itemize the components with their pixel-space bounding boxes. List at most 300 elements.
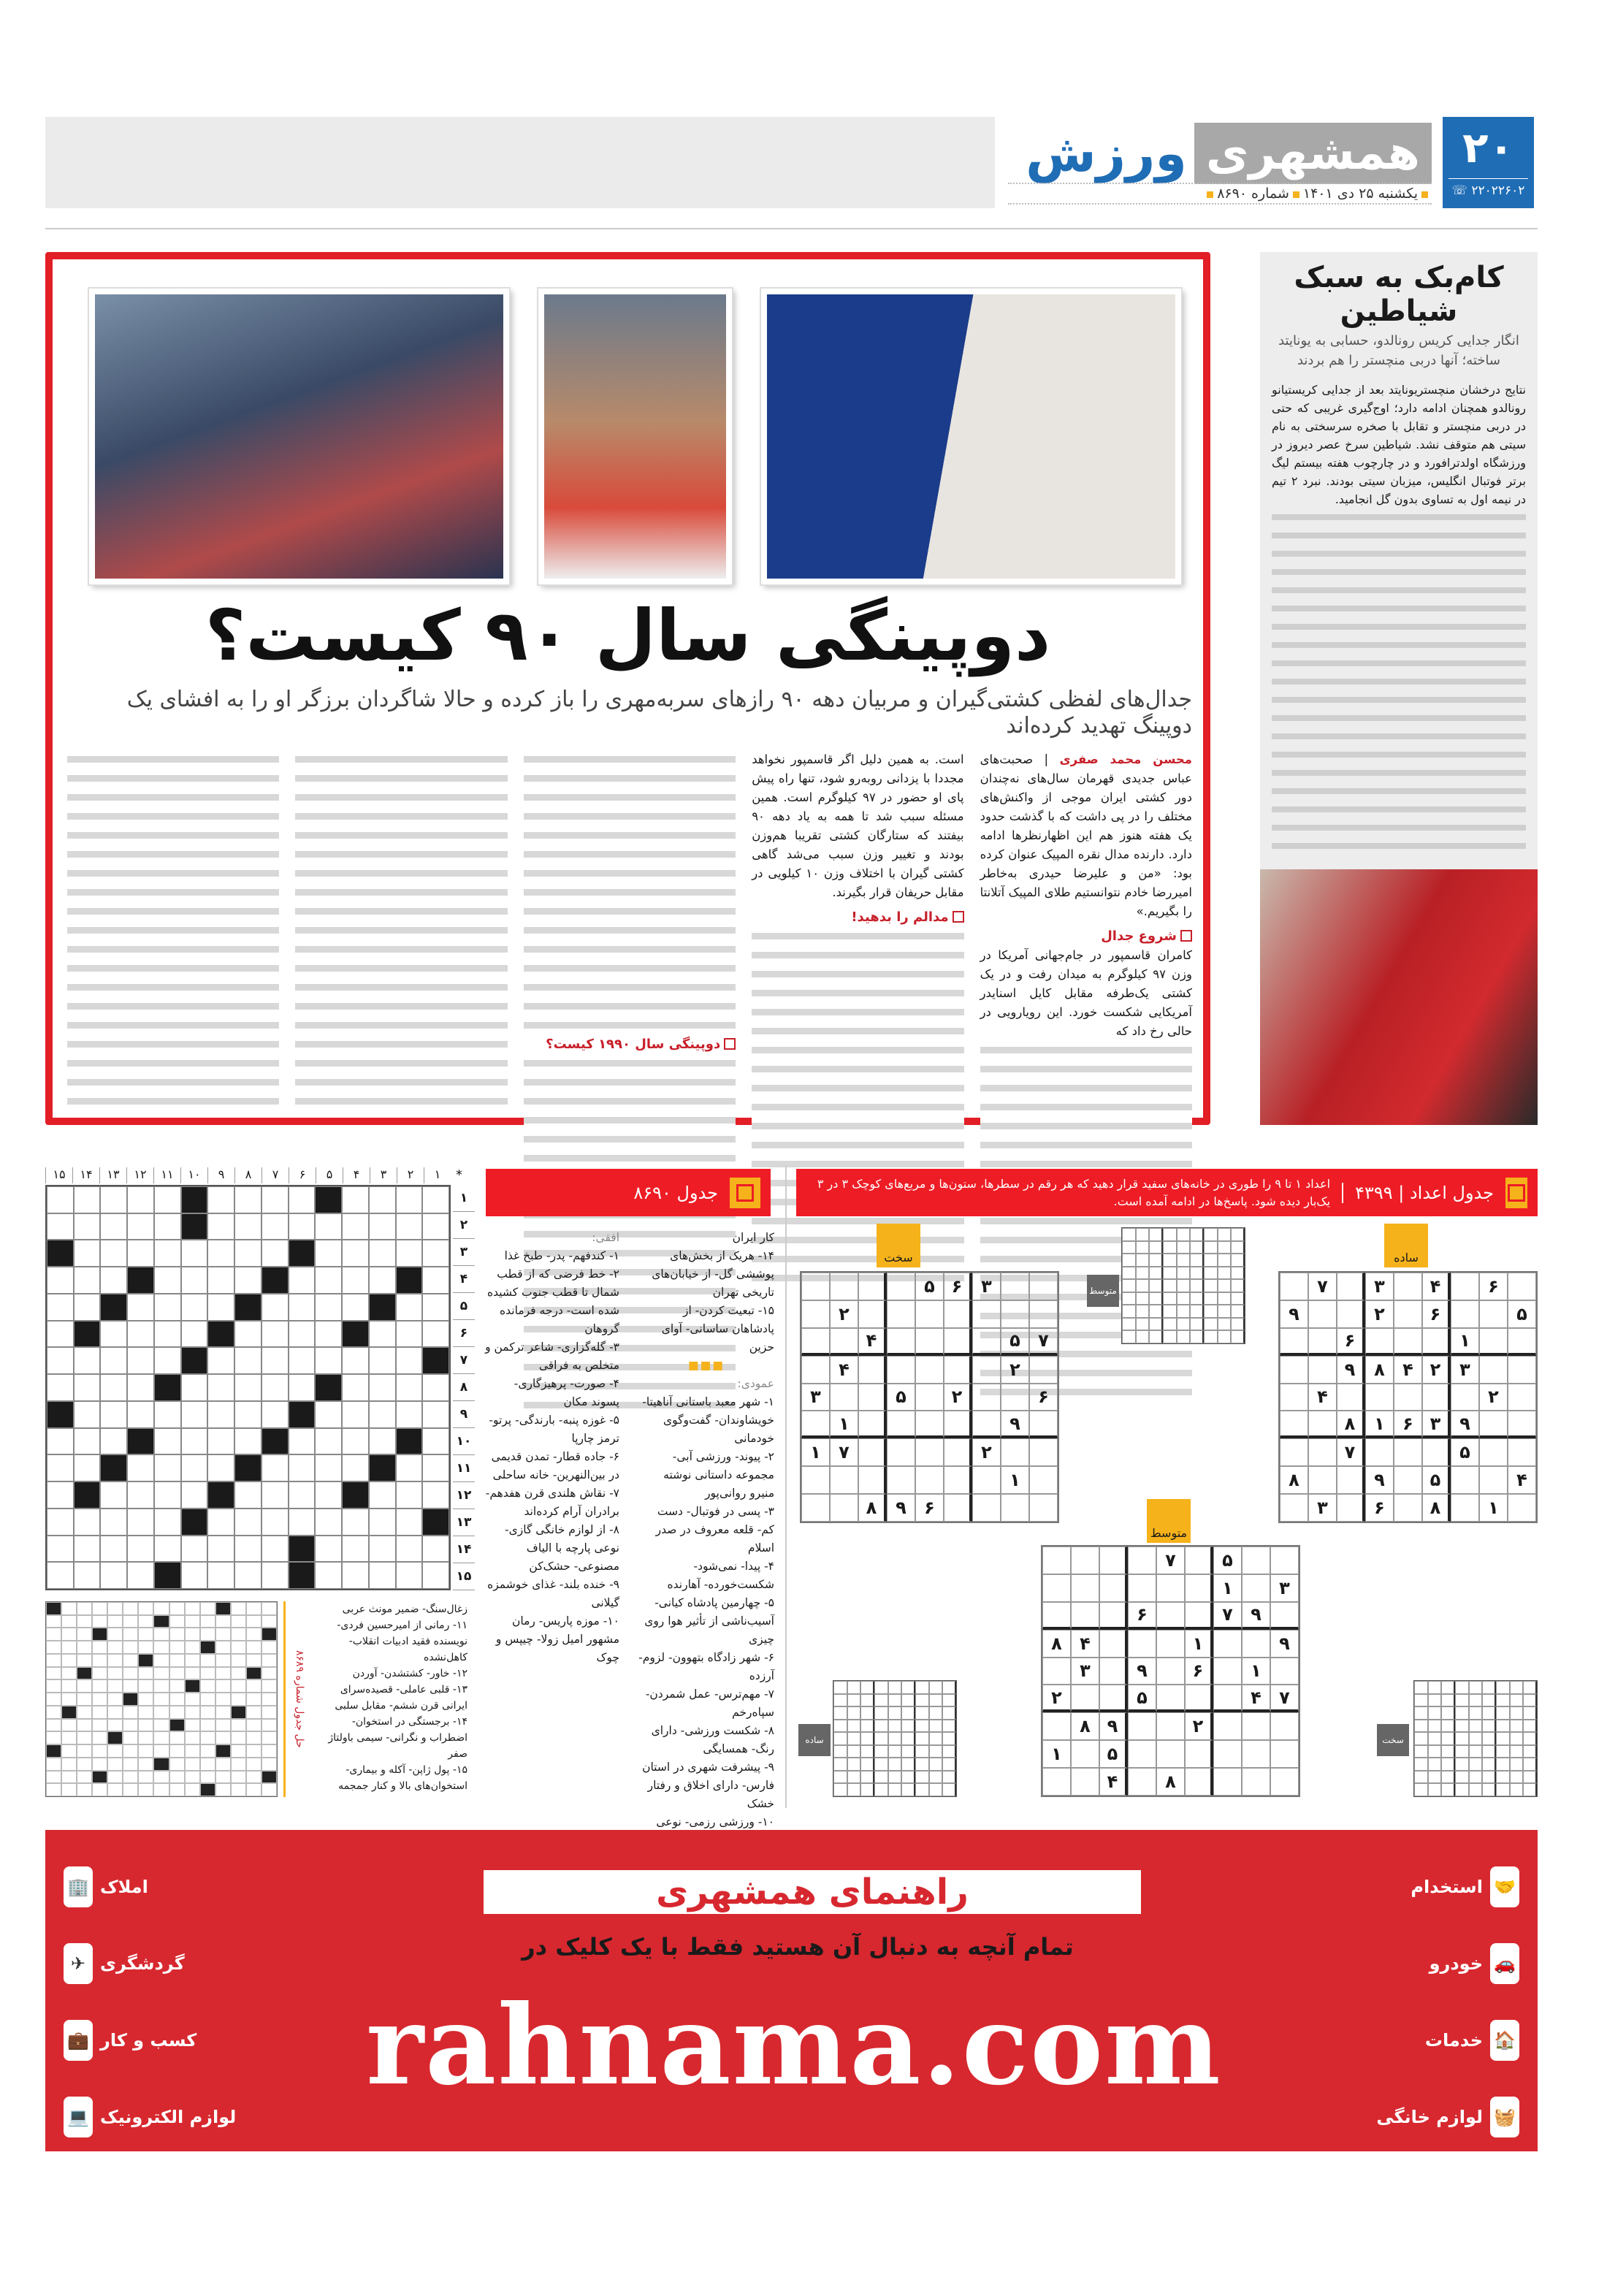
empty-cell[interactable] <box>1508 1273 1536 1300</box>
crossword-cell[interactable] <box>74 1536 101 1563</box>
empty-cell[interactable] <box>1337 1466 1365 1494</box>
crossword-cell[interactable] <box>127 1562 154 1589</box>
empty-cell[interactable] <box>1394 1300 1422 1328</box>
crossword-cell[interactable] <box>47 1481 74 1509</box>
empty-cell[interactable] <box>915 1384 944 1411</box>
crossword-cell[interactable] <box>369 1401 396 1428</box>
crossword-cell[interactable] <box>422 1481 449 1509</box>
empty-cell[interactable] <box>944 1300 972 1328</box>
empty-cell[interactable] <box>801 1411 830 1438</box>
crossword-cell[interactable] <box>234 1401 262 1428</box>
empty-cell[interactable] <box>1280 1273 1308 1300</box>
crossword-cell[interactable] <box>396 1240 423 1267</box>
crossword-cell[interactable] <box>396 1536 423 1563</box>
empty-cell[interactable] <box>1071 1685 1099 1712</box>
empty-cell[interactable] <box>1213 1658 1242 1685</box>
crossword-cell[interactable] <box>262 1374 289 1401</box>
empty-cell[interactable] <box>830 1466 858 1494</box>
empty-cell[interactable] <box>858 1384 887 1411</box>
crossword-cell[interactable] <box>127 1294 154 1321</box>
empty-cell[interactable] <box>1242 1574 1270 1602</box>
crossword-cell[interactable] <box>315 1536 342 1563</box>
crossword-cell[interactable] <box>262 1294 289 1321</box>
empty-cell[interactable] <box>1280 1438 1308 1466</box>
empty-cell[interactable] <box>1071 1546 1099 1574</box>
empty-cell[interactable] <box>1242 1768 1270 1796</box>
empty-cell[interactable] <box>1156 1630 1185 1658</box>
crossword-cell[interactable] <box>207 1213 234 1240</box>
crossword-cell[interactable] <box>396 1562 423 1589</box>
crossword-cell[interactable] <box>74 1240 101 1267</box>
empty-cell[interactable] <box>1185 1740 1213 1768</box>
crossword-cell[interactable] <box>127 1240 154 1267</box>
ad-category-left[interactable] <box>64 1866 148 1907</box>
crossword-cell[interactable] <box>154 1454 181 1481</box>
crossword-cell[interactable] <box>154 1240 181 1267</box>
empty-cell[interactable] <box>858 1411 887 1438</box>
empty-cell[interactable] <box>1508 1438 1536 1466</box>
crossword-cell[interactable] <box>127 1186 154 1213</box>
crossword-cell[interactable] <box>100 1536 127 1563</box>
crossword-cell[interactable] <box>100 1374 127 1401</box>
crossword-cell[interactable] <box>207 1428 234 1455</box>
crossword-cell[interactable] <box>47 1454 74 1481</box>
crossword-cell[interactable] <box>47 1347 74 1374</box>
crossword-cell[interactable] <box>289 1186 316 1213</box>
empty-cell[interactable] <box>887 1356 915 1384</box>
empty-cell[interactable] <box>1451 1494 1479 1522</box>
crossword-cell[interactable] <box>234 1509 262 1536</box>
empty-cell[interactable] <box>1128 1712 1156 1740</box>
empty-cell[interactable] <box>858 1438 887 1466</box>
crossword-cell[interactable] <box>100 1428 127 1455</box>
crossword-cell[interactable] <box>422 1294 449 1321</box>
empty-cell[interactable] <box>858 1273 887 1300</box>
crossword-cell[interactable] <box>396 1294 423 1321</box>
crossword-cell[interactable] <box>74 1454 101 1481</box>
crossword-cell[interactable] <box>342 1401 369 1428</box>
crossword-cell[interactable] <box>181 1428 208 1455</box>
empty-cell[interactable] <box>1451 1273 1479 1300</box>
crossword-cell[interactable] <box>234 1267 262 1294</box>
crossword-cell[interactable] <box>342 1374 369 1401</box>
empty-cell[interactable] <box>915 1466 944 1494</box>
crossword-cell[interactable] <box>262 1321 289 1348</box>
empty-cell[interactable] <box>1337 1273 1365 1300</box>
crossword-cell[interactable] <box>100 1213 127 1240</box>
empty-cell[interactable] <box>1185 1685 1213 1712</box>
crossword-cell[interactable] <box>396 1374 423 1401</box>
crossword-cell[interactable] <box>369 1267 396 1294</box>
crossword-cell[interactable] <box>262 1509 289 1536</box>
empty-cell[interactable] <box>972 1411 1001 1438</box>
crossword-cell[interactable] <box>315 1240 342 1267</box>
crossword-cell[interactable] <box>74 1401 101 1428</box>
empty-cell[interactable] <box>1029 1466 1058 1494</box>
empty-cell[interactable] <box>801 1356 830 1384</box>
empty-cell[interactable] <box>1394 1328 1422 1356</box>
crossword-cell[interactable] <box>207 1294 234 1321</box>
crossword-cell[interactable] <box>234 1374 262 1401</box>
empty-cell[interactable] <box>1185 1602 1213 1630</box>
empty-cell[interactable] <box>1213 1685 1242 1712</box>
crossword-cell[interactable] <box>422 1267 449 1294</box>
empty-cell[interactable] <box>944 1356 972 1384</box>
empty-cell[interactable] <box>1308 1328 1337 1356</box>
empty-cell[interactable] <box>830 1273 858 1300</box>
empty-cell[interactable] <box>1270 1602 1299 1630</box>
empty-cell[interactable] <box>1042 1574 1071 1602</box>
empty-cell[interactable] <box>944 1411 972 1438</box>
crossword-cell[interactable] <box>289 1321 316 1348</box>
empty-cell[interactable] <box>1001 1438 1029 1466</box>
empty-cell[interactable] <box>1213 1740 1242 1768</box>
empty-cell[interactable] <box>1001 1494 1029 1522</box>
empty-cell[interactable] <box>1508 1384 1536 1411</box>
crossword-cell[interactable] <box>262 1454 289 1481</box>
crossword-cell[interactable] <box>74 1509 101 1536</box>
crossword-cell[interactable] <box>154 1213 181 1240</box>
crossword-cell[interactable] <box>342 1454 369 1481</box>
ad-category-right[interactable] <box>1376 2097 1519 2137</box>
empty-cell[interactable] <box>1270 1546 1299 1574</box>
empty-cell[interactable] <box>1242 1740 1270 1768</box>
crossword-cell[interactable] <box>369 1321 396 1348</box>
empty-cell[interactable] <box>1156 1574 1185 1602</box>
empty-cell[interactable] <box>1451 1466 1479 1494</box>
crossword-cell[interactable] <box>154 1347 181 1374</box>
empty-cell[interactable] <box>1242 1546 1270 1574</box>
empty-cell[interactable] <box>1001 1384 1029 1411</box>
crossword-cell[interactable] <box>154 1509 181 1536</box>
crossword-cell[interactable] <box>47 1267 74 1294</box>
crossword-cell[interactable] <box>369 1562 396 1589</box>
empty-cell[interactable] <box>1394 1494 1422 1522</box>
crossword-cell[interactable] <box>181 1321 208 1348</box>
empty-cell[interactable] <box>1156 1712 1185 1740</box>
crossword-cell[interactable] <box>154 1267 181 1294</box>
crossword-cell[interactable] <box>422 1536 449 1563</box>
empty-cell[interactable] <box>1071 1602 1099 1630</box>
empty-cell[interactable] <box>1479 1356 1508 1384</box>
empty-cell[interactable] <box>1071 1768 1099 1796</box>
crossword-cell[interactable] <box>289 1213 316 1240</box>
crossword-cell[interactable] <box>154 1294 181 1321</box>
empty-cell[interactable] <box>972 1384 1001 1411</box>
crossword-cell[interactable] <box>289 1267 316 1294</box>
empty-cell[interactable] <box>887 1328 915 1356</box>
empty-cell[interactable] <box>887 1466 915 1494</box>
empty-cell[interactable] <box>944 1466 972 1494</box>
empty-cell[interactable] <box>915 1411 944 1438</box>
crossword-cell[interactable] <box>422 1562 449 1589</box>
crossword-cell[interactable] <box>369 1428 396 1455</box>
empty-cell[interactable] <box>1071 1740 1099 1768</box>
crossword-cell[interactable] <box>47 1186 74 1213</box>
ad-category-left[interactable] <box>64 1943 185 1984</box>
empty-cell[interactable] <box>858 1300 887 1328</box>
crossword-cell[interactable] <box>342 1428 369 1455</box>
crossword-cell[interactable] <box>234 1186 262 1213</box>
empty-cell[interactable] <box>1270 1658 1299 1685</box>
empty-cell[interactable] <box>1099 1602 1128 1630</box>
crossword-cell[interactable] <box>369 1374 396 1401</box>
empty-cell[interactable] <box>1508 1356 1536 1384</box>
empty-cell[interactable] <box>1042 1658 1071 1685</box>
crossword-cell[interactable] <box>127 1213 154 1240</box>
crossword-cell[interactable] <box>234 1536 262 1563</box>
empty-cell[interactable] <box>972 1328 1001 1356</box>
empty-cell[interactable] <box>1128 1630 1156 1658</box>
empty-cell[interactable] <box>887 1273 915 1300</box>
crossword-cell[interactable] <box>369 1240 396 1267</box>
empty-cell[interactable] <box>1029 1411 1058 1438</box>
empty-cell[interactable] <box>944 1438 972 1466</box>
crossword-cell[interactable] <box>289 1509 316 1536</box>
crossword-cell[interactable] <box>100 1267 127 1294</box>
empty-cell[interactable] <box>1308 1466 1337 1494</box>
empty-cell[interactable] <box>1001 1273 1029 1300</box>
crossword-cell[interactable] <box>47 1321 74 1348</box>
crossword-cell[interactable] <box>315 1294 342 1321</box>
crossword-cell[interactable] <box>181 1401 208 1428</box>
crossword-cell[interactable] <box>154 1481 181 1509</box>
crossword-cell[interactable] <box>100 1481 127 1509</box>
empty-cell[interactable] <box>1479 1328 1508 1356</box>
crossword-cell[interactable] <box>342 1213 369 1240</box>
empty-cell[interactable] <box>1422 1384 1451 1411</box>
crossword-cell[interactable] <box>315 1562 342 1589</box>
empty-cell[interactable] <box>1394 1438 1422 1466</box>
crossword-cell[interactable] <box>181 1536 208 1563</box>
crossword-cell[interactable] <box>262 1186 289 1213</box>
crossword-cell[interactable] <box>127 1536 154 1563</box>
crossword-cell[interactable] <box>315 1481 342 1509</box>
crossword-cell[interactable] <box>289 1428 316 1455</box>
crossword-cell[interactable] <box>422 1321 449 1348</box>
crossword-cell[interactable] <box>100 1509 127 1536</box>
empty-cell[interactable] <box>1001 1300 1029 1328</box>
crossword-cell[interactable] <box>74 1186 101 1213</box>
empty-cell[interactable] <box>1185 1546 1213 1574</box>
crossword-cell[interactable] <box>315 1213 342 1240</box>
crossword-cell[interactable] <box>342 1347 369 1374</box>
empty-cell[interactable] <box>915 1438 944 1466</box>
crossword-cell[interactable] <box>315 1454 342 1481</box>
crossword-cell[interactable] <box>396 1481 423 1509</box>
crossword-cell[interactable] <box>181 1562 208 1589</box>
crossword-cell[interactable] <box>262 1536 289 1563</box>
crossword-cell[interactable] <box>127 1347 154 1374</box>
empty-cell[interactable] <box>1042 1768 1071 1796</box>
empty-cell[interactable] <box>1422 1328 1451 1356</box>
empty-cell[interactable] <box>1280 1328 1308 1356</box>
empty-cell[interactable] <box>1213 1712 1242 1740</box>
empty-cell[interactable] <box>801 1494 830 1522</box>
crossword-cell[interactable] <box>154 1321 181 1348</box>
crossword-cell[interactable] <box>396 1509 423 1536</box>
empty-cell[interactable] <box>1280 1356 1308 1384</box>
crossword-cell[interactable] <box>47 1294 74 1321</box>
crossword-cell[interactable] <box>369 1186 396 1213</box>
crossword-cell[interactable] <box>342 1267 369 1294</box>
empty-cell[interactable] <box>887 1411 915 1438</box>
crossword-cell[interactable] <box>422 1374 449 1401</box>
empty-cell[interactable] <box>972 1300 1001 1328</box>
crossword-cell[interactable] <box>207 1509 234 1536</box>
empty-cell[interactable] <box>1394 1273 1422 1300</box>
crossword-cell[interactable] <box>422 1454 449 1481</box>
crossword-cell[interactable] <box>100 1321 127 1348</box>
crossword-cell[interactable] <box>47 1213 74 1240</box>
crossword-cell[interactable] <box>74 1374 101 1401</box>
crossword-cell[interactable] <box>74 1267 101 1294</box>
crossword-cell[interactable] <box>127 1454 154 1481</box>
empty-cell[interactable] <box>1308 1356 1337 1384</box>
crossword-cell[interactable] <box>315 1509 342 1536</box>
empty-cell[interactable] <box>915 1328 944 1356</box>
crossword-cell[interactable] <box>74 1347 101 1374</box>
empty-cell[interactable] <box>1337 1384 1365 1411</box>
crossword-cell[interactable] <box>100 1186 127 1213</box>
empty-cell[interactable] <box>1508 1328 1536 1356</box>
empty-cell[interactable] <box>1365 1438 1394 1466</box>
crossword-cell[interactable] <box>100 1401 127 1428</box>
empty-cell[interactable] <box>1394 1466 1422 1494</box>
empty-cell[interactable] <box>1479 1300 1508 1328</box>
crossword-cell[interactable] <box>100 1240 127 1267</box>
crossword-cell[interactable] <box>181 1374 208 1401</box>
empty-cell[interactable] <box>1242 1712 1270 1740</box>
crossword-cell[interactable] <box>315 1428 342 1455</box>
empty-cell[interactable] <box>1213 1630 1242 1658</box>
crossword-cell[interactable] <box>289 1347 316 1374</box>
crossword-cell[interactable] <box>396 1401 423 1428</box>
empty-cell[interactable] <box>1508 1494 1536 1522</box>
empty-cell[interactable] <box>1029 1356 1058 1384</box>
crossword-cell[interactable] <box>127 1321 154 1348</box>
empty-cell[interactable] <box>915 1300 944 1328</box>
crossword-cell[interactable] <box>369 1213 396 1240</box>
crossword-cell[interactable] <box>234 1562 262 1589</box>
empty-cell[interactable] <box>1099 1574 1128 1602</box>
crossword-cell[interactable] <box>154 1536 181 1563</box>
crossword-cell[interactable] <box>181 1294 208 1321</box>
empty-cell[interactable] <box>1242 1630 1270 1658</box>
crossword-cell[interactable] <box>100 1562 127 1589</box>
ad-category-right[interactable] <box>1429 1943 1519 1984</box>
crossword-cell[interactable] <box>234 1240 262 1267</box>
crossword-cell[interactable] <box>154 1186 181 1213</box>
empty-cell[interactable] <box>830 1384 858 1411</box>
crossword-cell[interactable] <box>262 1240 289 1267</box>
crossword-cell[interactable] <box>127 1509 154 1536</box>
crossword-cell[interactable] <box>74 1562 101 1589</box>
crossword-cell[interactable] <box>47 1509 74 1536</box>
empty-cell[interactable] <box>1337 1300 1365 1328</box>
crossword-cell[interactable] <box>422 1401 449 1428</box>
crossword-cell[interactable] <box>100 1347 127 1374</box>
ad-category-right[interactable] <box>1411 1866 1519 1907</box>
crossword-cell[interactable] <box>262 1213 289 1240</box>
crossword-cell[interactable] <box>181 1267 208 1294</box>
crossword-cell[interactable] <box>127 1481 154 1509</box>
crossword-cell[interactable] <box>207 1562 234 1589</box>
empty-cell[interactable] <box>1128 1768 1156 1796</box>
crossword-cell[interactable] <box>369 1536 396 1563</box>
empty-cell[interactable] <box>1308 1438 1337 1466</box>
empty-cell[interactable] <box>801 1300 830 1328</box>
empty-cell[interactable] <box>1128 1740 1156 1768</box>
crossword-cell[interactable] <box>289 1481 316 1509</box>
empty-cell[interactable] <box>1270 1768 1299 1796</box>
empty-cell[interactable] <box>1099 1658 1128 1685</box>
empty-cell[interactable] <box>1365 1328 1394 1356</box>
empty-cell[interactable] <box>944 1494 972 1522</box>
crossword-cell[interactable] <box>315 1267 342 1294</box>
crossword-cell[interactable] <box>47 1428 74 1455</box>
crossword-cell[interactable] <box>181 1240 208 1267</box>
empty-cell[interactable] <box>944 1328 972 1356</box>
crossword-cell[interactable] <box>154 1428 181 1455</box>
crossword-cell[interactable] <box>74 1428 101 1455</box>
crossword-cell[interactable] <box>234 1347 262 1374</box>
empty-cell[interactable] <box>972 1466 1001 1494</box>
rahnama-advertisement[interactable] <box>45 1830 1538 2151</box>
crossword-cell[interactable] <box>181 1454 208 1481</box>
ad-category-left[interactable] <box>64 2097 236 2137</box>
empty-cell[interactable] <box>830 1494 858 1522</box>
empty-cell[interactable] <box>1156 1658 1185 1685</box>
crossword-cell[interactable] <box>234 1321 262 1348</box>
crossword-cell[interactable] <box>315 1347 342 1374</box>
empty-cell[interactable] <box>972 1494 1001 1522</box>
empty-cell[interactable] <box>1451 1300 1479 1328</box>
crossword-cell[interactable] <box>234 1428 262 1455</box>
crossword-cell[interactable] <box>207 1186 234 1213</box>
empty-cell[interactable] <box>1099 1685 1128 1712</box>
crossword-cell[interactable] <box>422 1186 449 1213</box>
crossword-cell[interactable] <box>342 1240 369 1267</box>
empty-cell[interactable] <box>1029 1494 1058 1522</box>
crossword-cell[interactable] <box>289 1294 316 1321</box>
crossword-cell[interactable] <box>369 1347 396 1374</box>
crossword-cell[interactable] <box>289 1454 316 1481</box>
crossword-cell[interactable] <box>262 1401 289 1428</box>
crossword-cell[interactable] <box>396 1454 423 1481</box>
empty-cell[interactable] <box>1394 1384 1422 1411</box>
ad-category-left[interactable] <box>64 2020 196 2061</box>
empty-cell[interactable] <box>1071 1574 1099 1602</box>
crossword-cell[interactable] <box>74 1213 101 1240</box>
empty-cell[interactable] <box>1270 1712 1299 1740</box>
empty-cell[interactable] <box>1156 1602 1185 1630</box>
crossword-cell[interactable] <box>422 1428 449 1455</box>
empty-cell[interactable] <box>1029 1438 1058 1466</box>
crossword-cell[interactable] <box>289 1374 316 1401</box>
crossword-cell[interactable] <box>207 1267 234 1294</box>
crossword-cell[interactable] <box>315 1401 342 1428</box>
empty-cell[interactable] <box>1213 1768 1242 1796</box>
empty-cell[interactable] <box>1422 1438 1451 1466</box>
crossword-cell[interactable] <box>207 1454 234 1481</box>
crossword-cell[interactable] <box>181 1481 208 1509</box>
empty-cell[interactable] <box>1128 1574 1156 1602</box>
empty-cell[interactable] <box>1308 1300 1337 1328</box>
crossword-cell[interactable] <box>369 1509 396 1536</box>
crossword-cell[interactable] <box>396 1347 423 1374</box>
crossword-cell[interactable] <box>74 1294 101 1321</box>
